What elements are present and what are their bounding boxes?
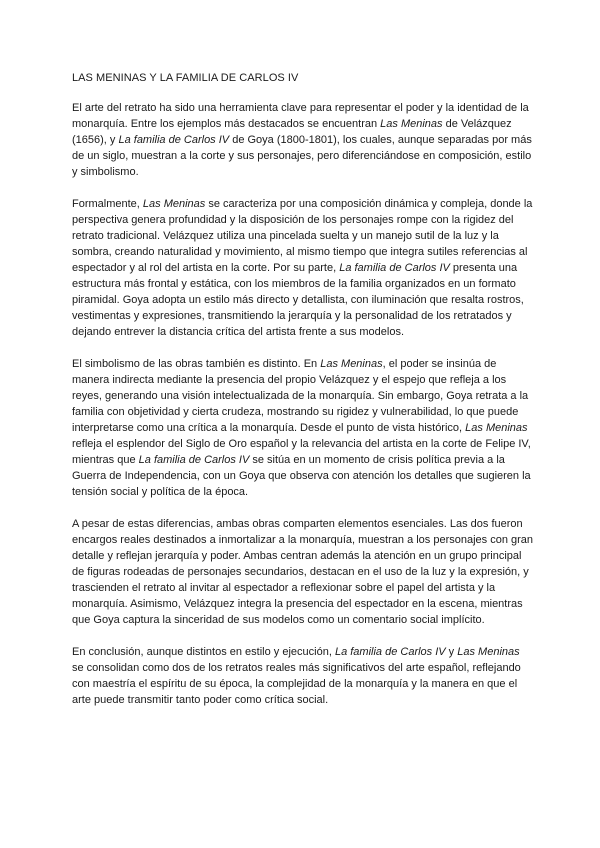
text-run: y xyxy=(445,646,458,658)
artwork-title: La familia de Carlos IV xyxy=(334,646,446,658)
paragraph-intro xyxy=(72,100,534,180)
text-run: El simbolismo de las obras también es distinto. En xyxy=(72,358,321,370)
artwork-title: Las Meninas xyxy=(320,358,383,370)
text-run: Formalmente, xyxy=(72,198,143,210)
artwork-title: Las Meninas xyxy=(457,646,520,658)
artwork-title: La familia de Carlos IV xyxy=(118,134,230,146)
artwork-title: La familia de Carlos IV xyxy=(339,262,450,274)
text-run: A pesar de estas diferencias, ambas obras comparten elementos esenciales. Las dos fueron encargos reales destinados a inmortalizar a la monarquía, muestran a los personajes con gran detalle y reflejan jerarquía y poder. Ambas centran además la atención en un grupo principal de figuras rodeadas de personajes secundarios, destacan en el uso de la luz y la expresión, y trascienden el retrato al invitar al espectador a reflexionar sobre el papel del artista y la monarquía. Asimismo, Velázquez integra la presencia del espectador en la escena, mientras que Goya captura la sinceridad de sus modelos como un comentario social implícito. xyxy=(72,518,534,626)
paragraph-symbolism xyxy=(72,356,534,500)
text-run: El arte del retrato ha sido una herramienta clave para representar el poder y la identidad de la monarquía. Entre los ejemplos más destacados se encuentran xyxy=(72,102,529,130)
text-run: se caracteriza por una composición dinámica y compleja, donde la perspectiva genera profundidad y la disposición de los personajes rompe con la rigidez del retrato tradicional. Velázquez utiliza una pincelada suelta y un manejo sutil de la luz y la sombra, creando naturalidad y movimiento, al mismo tiempo que integra sutiles referencias al espectador y al rol del artista en la corte. Por su parte, xyxy=(72,198,533,274)
artwork-title: La familia de Carlos IV xyxy=(138,454,250,466)
text-run: se sitúa en un momento de crisis política previa a la Guerra de Independencia, con un Goya que observa con atención los detalles que sugieren la tensión social y política de la época. xyxy=(72,454,531,498)
text-run: En conclusión, aunque distintos en estilo y ejecución, xyxy=(72,646,335,658)
document-page xyxy=(72,70,534,724)
artwork-title: Las Meninas xyxy=(380,118,443,130)
document-title: LAS MENINAS Y LA FAMILIA DE CARLOS IV xyxy=(72,72,299,84)
text-run: de Velázquez (1656), y xyxy=(72,118,512,146)
text-run: refleja el esplendor del Siglo de Oro español y la relevancia del artista en la corte de Felipe IV, mientras que xyxy=(72,438,531,466)
paragraph-formal xyxy=(72,196,534,340)
text-run: , el poder se insinúa de manera indirecta mediante la presencia del propio Velázquez y el espejo que refleja a los reyes, generando una visión intelectualizada de la monarquía. Sin embargo, Goya retrata a la familia con objetividad y cierta crudeza, mostrando su rigidez y vulnerabilidad, lo que puede interpretarse como una crítica a la monarquía. Desde el punto de vista histórico, xyxy=(72,358,529,434)
paragraph-similarities xyxy=(72,516,534,628)
text-run: presenta una estructura más frontal y estática, con los miembros de la familia organizados en un formato piramidal. Goya adopta un estilo más directo y detallista, con iluminación que resalta rostros, vestimentas y expresiones, transmitiendo la jerarquía y la personalidad de los retratados y dejando entrever la distancia crítica del artista frente a sus modelos. xyxy=(72,262,524,338)
artwork-title: Las Meninas xyxy=(142,198,206,210)
artwork-title: Las Meninas xyxy=(465,422,528,434)
text-run: de Goya (1800-1801), los cuales, aunque separadas por más de un siglo, muestran a la corte y sus personajes, pero diferenciándose en composición, estilo y simbolismo. xyxy=(72,134,532,178)
paragraph-conclusion xyxy=(72,644,534,708)
text-run: se consolidan como dos de los retratos reales más significativos del arte español, reflejando con maestría el espíritu de su época, la complejidad de la monarquía y la manera en que el arte puede transmitir tanto poder como crítica social. xyxy=(72,662,521,706)
